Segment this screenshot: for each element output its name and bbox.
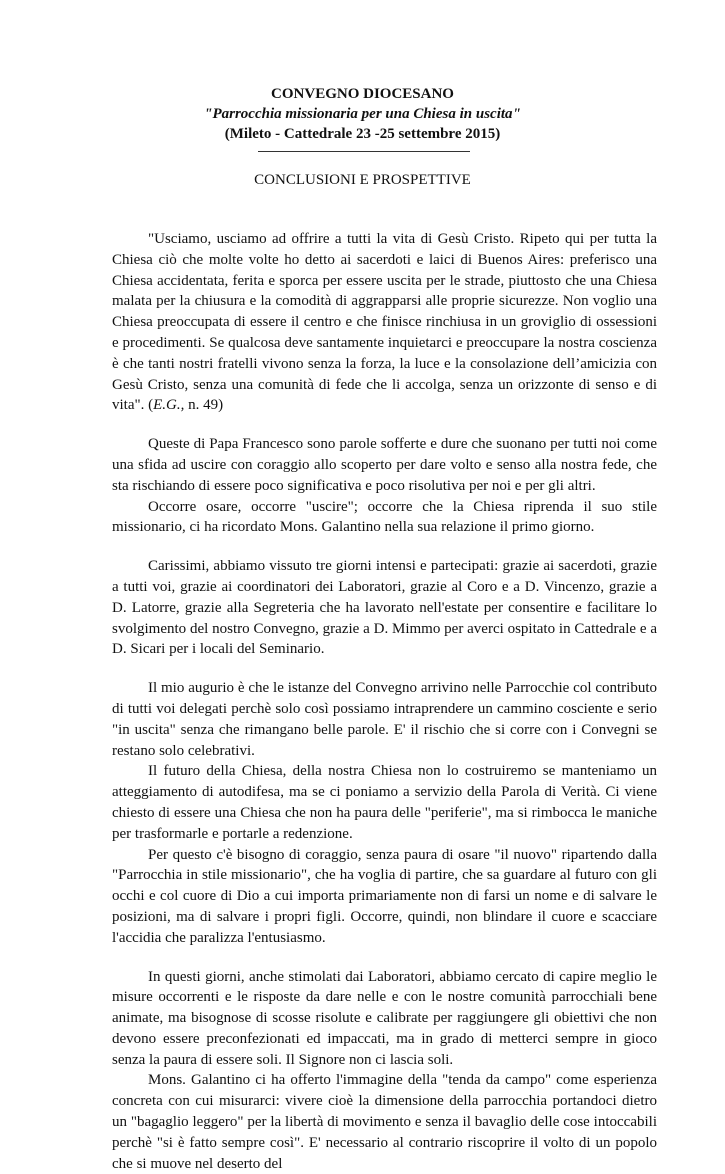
paragraph: Il futuro della Chiesa, della nostra Chiesa non lo costruiremo se manteniamo un atteggiamento di autodifesa, ma se ci poniamo a servizio della Parola di Verità. Ci viene chiesto di essere una Chiesa che non ha paura delle "periferie", ma si rimbocca le maniche per trasformarle e portarle a redenzione.	[112, 763, 657, 842]
document-body	[112, 229, 657, 1174]
paragraph: Il mio augurio è che le istanze del Convegno arrivino nelle Parrocchie col contributo di tutti voi delegati perchè solo così possiamo intraprendere un cammino cosciente e serio "in uscita" senza che rimangano belle parole. E' il rischio che si corre con i Convegni se restano solo celebrativi.	[112, 680, 657, 759]
paragraph-quote	[112, 229, 657, 416]
paragraph: In questi giorni, anche stimolati dai Laboratori, abbiamo cercato di capire meglio le misure occorrenti e le risposte da dare nelle e con le nostre comunità parrocchiali bene animate, ma bisognose di scosse risolute e calibrate per raggiungere gli obiettivi che non devono essere preconfezionati ed impaccati, ma in grado di metterci sempre in gioco senza la paura di essere soli. Il Signore non ci lascia soli.	[112, 968, 657, 1068]
section-title: CONCLUSIONI E PROSPETTIVE	[254, 172, 471, 188]
paragraph: Mons. Galantino ci ha offerto l'immagine della "tenda da campo" come esperienza concreta con cui misurarci: vivere cioè la dimensione della parrocchia portandoci dietro un "bagaglio leggero" per la libertà di movimento e senza il bavaglio delle cose intoccabili perchè "si è fatto sempre così". E' necessario al contrario riscoprire il volto di un popolo che si muove nel deserto del	[112, 1072, 657, 1172]
document-header	[0, 84, 725, 144]
paragraph: Per questo c'è bisogno di coraggio, senza paura di osare "il nuovo" ripartendo dalla "Parrocchia in stile missionario", che ha voglia di partire, che sa guardare al futuro con gli occhi e col cuore di Dio a cui importa primariamente non di farsi un nome e di salvare le posizioni, ma di salvare i propri figli. Occorre, quindi, non blindare il cuore e scacciare l'accidia che paralizza l'entusiasmo.	[112, 846, 657, 946]
document-subtitle: "Parrocchia missionaria per una Chiesa in uscita"	[204, 106, 521, 122]
paragraph: Carissimi, abbiamo vissuto tre giorni intensi e partecipati: grazie ai sacerdoti, grazie a tutti voi, grazie ai coordinatori dei Laboratori, grazie al Coro e a D. Vincenzo, grazie a D. Latorre, grazie alla Segreteria che ha lavorato nell'estate per consentire e facilitare lo svolgimento del nostro Convegno, grazie a D. Mimmo per averci ospitato in Cattedrale e a D. Sicari per i locali del Seminario.	[112, 558, 657, 658]
quote-reference: E.G.,	[153, 397, 185, 414]
document-title: CONVEGNO DIOCESANO	[271, 86, 454, 102]
paragraph: Queste di Papa Francesco sono parole sofferte e dure che suonano per tutti noi come una sfida ad uscire con coraggio allo scoperto per dare volto e senso alla nostra fede, che sta rischiando di essere poco significativa e poco risolutiva per noi e per gli altri.	[112, 436, 657, 494]
paragraph-quote-text: "Usciamo, usciamo ad offrire a tutti la vita di Gesù Cristo. Ripeto qui per tutta la Chiesa ciò che molte volte ho detto ai sacerdoti e laici di Buenos Aires: preferisco una Chiesa accidentata, ferita e sporca per essere uscita per le strade, piuttosto che una Chiesa malata per la chiusura e la comodità di aggrapparsi alle proprie sicurezze. Non voglio una Chiesa preoccupata di essere il centro e che finisce rinchiusa in un groviglio di ossessioni e procedimenti. Se qualcosa deve santamente inquietarci e preoccupare la nostra coscienza è che tanti nostri fratelli vivono senza la forza, la luce e la consolazione dell’amicizia con Gesù Cristo, senza una comunità di fede che li accolga, senza un orizzonte di senso e di vita". (	[112, 231, 657, 414]
header-divider	[258, 151, 470, 152]
paragraph: Occorre osare, occorre "uscire"; occorre che la Chiesa riprenda il suo stile missionario, ci ha ricordato Mons. Galantino nella sua relazione il primo giorno.	[112, 498, 657, 536]
quote-reference-end: n. 49)	[184, 397, 224, 414]
document-location: (Mileto - Cattedrale 23 -25 settembre 2015)	[224, 126, 501, 142]
